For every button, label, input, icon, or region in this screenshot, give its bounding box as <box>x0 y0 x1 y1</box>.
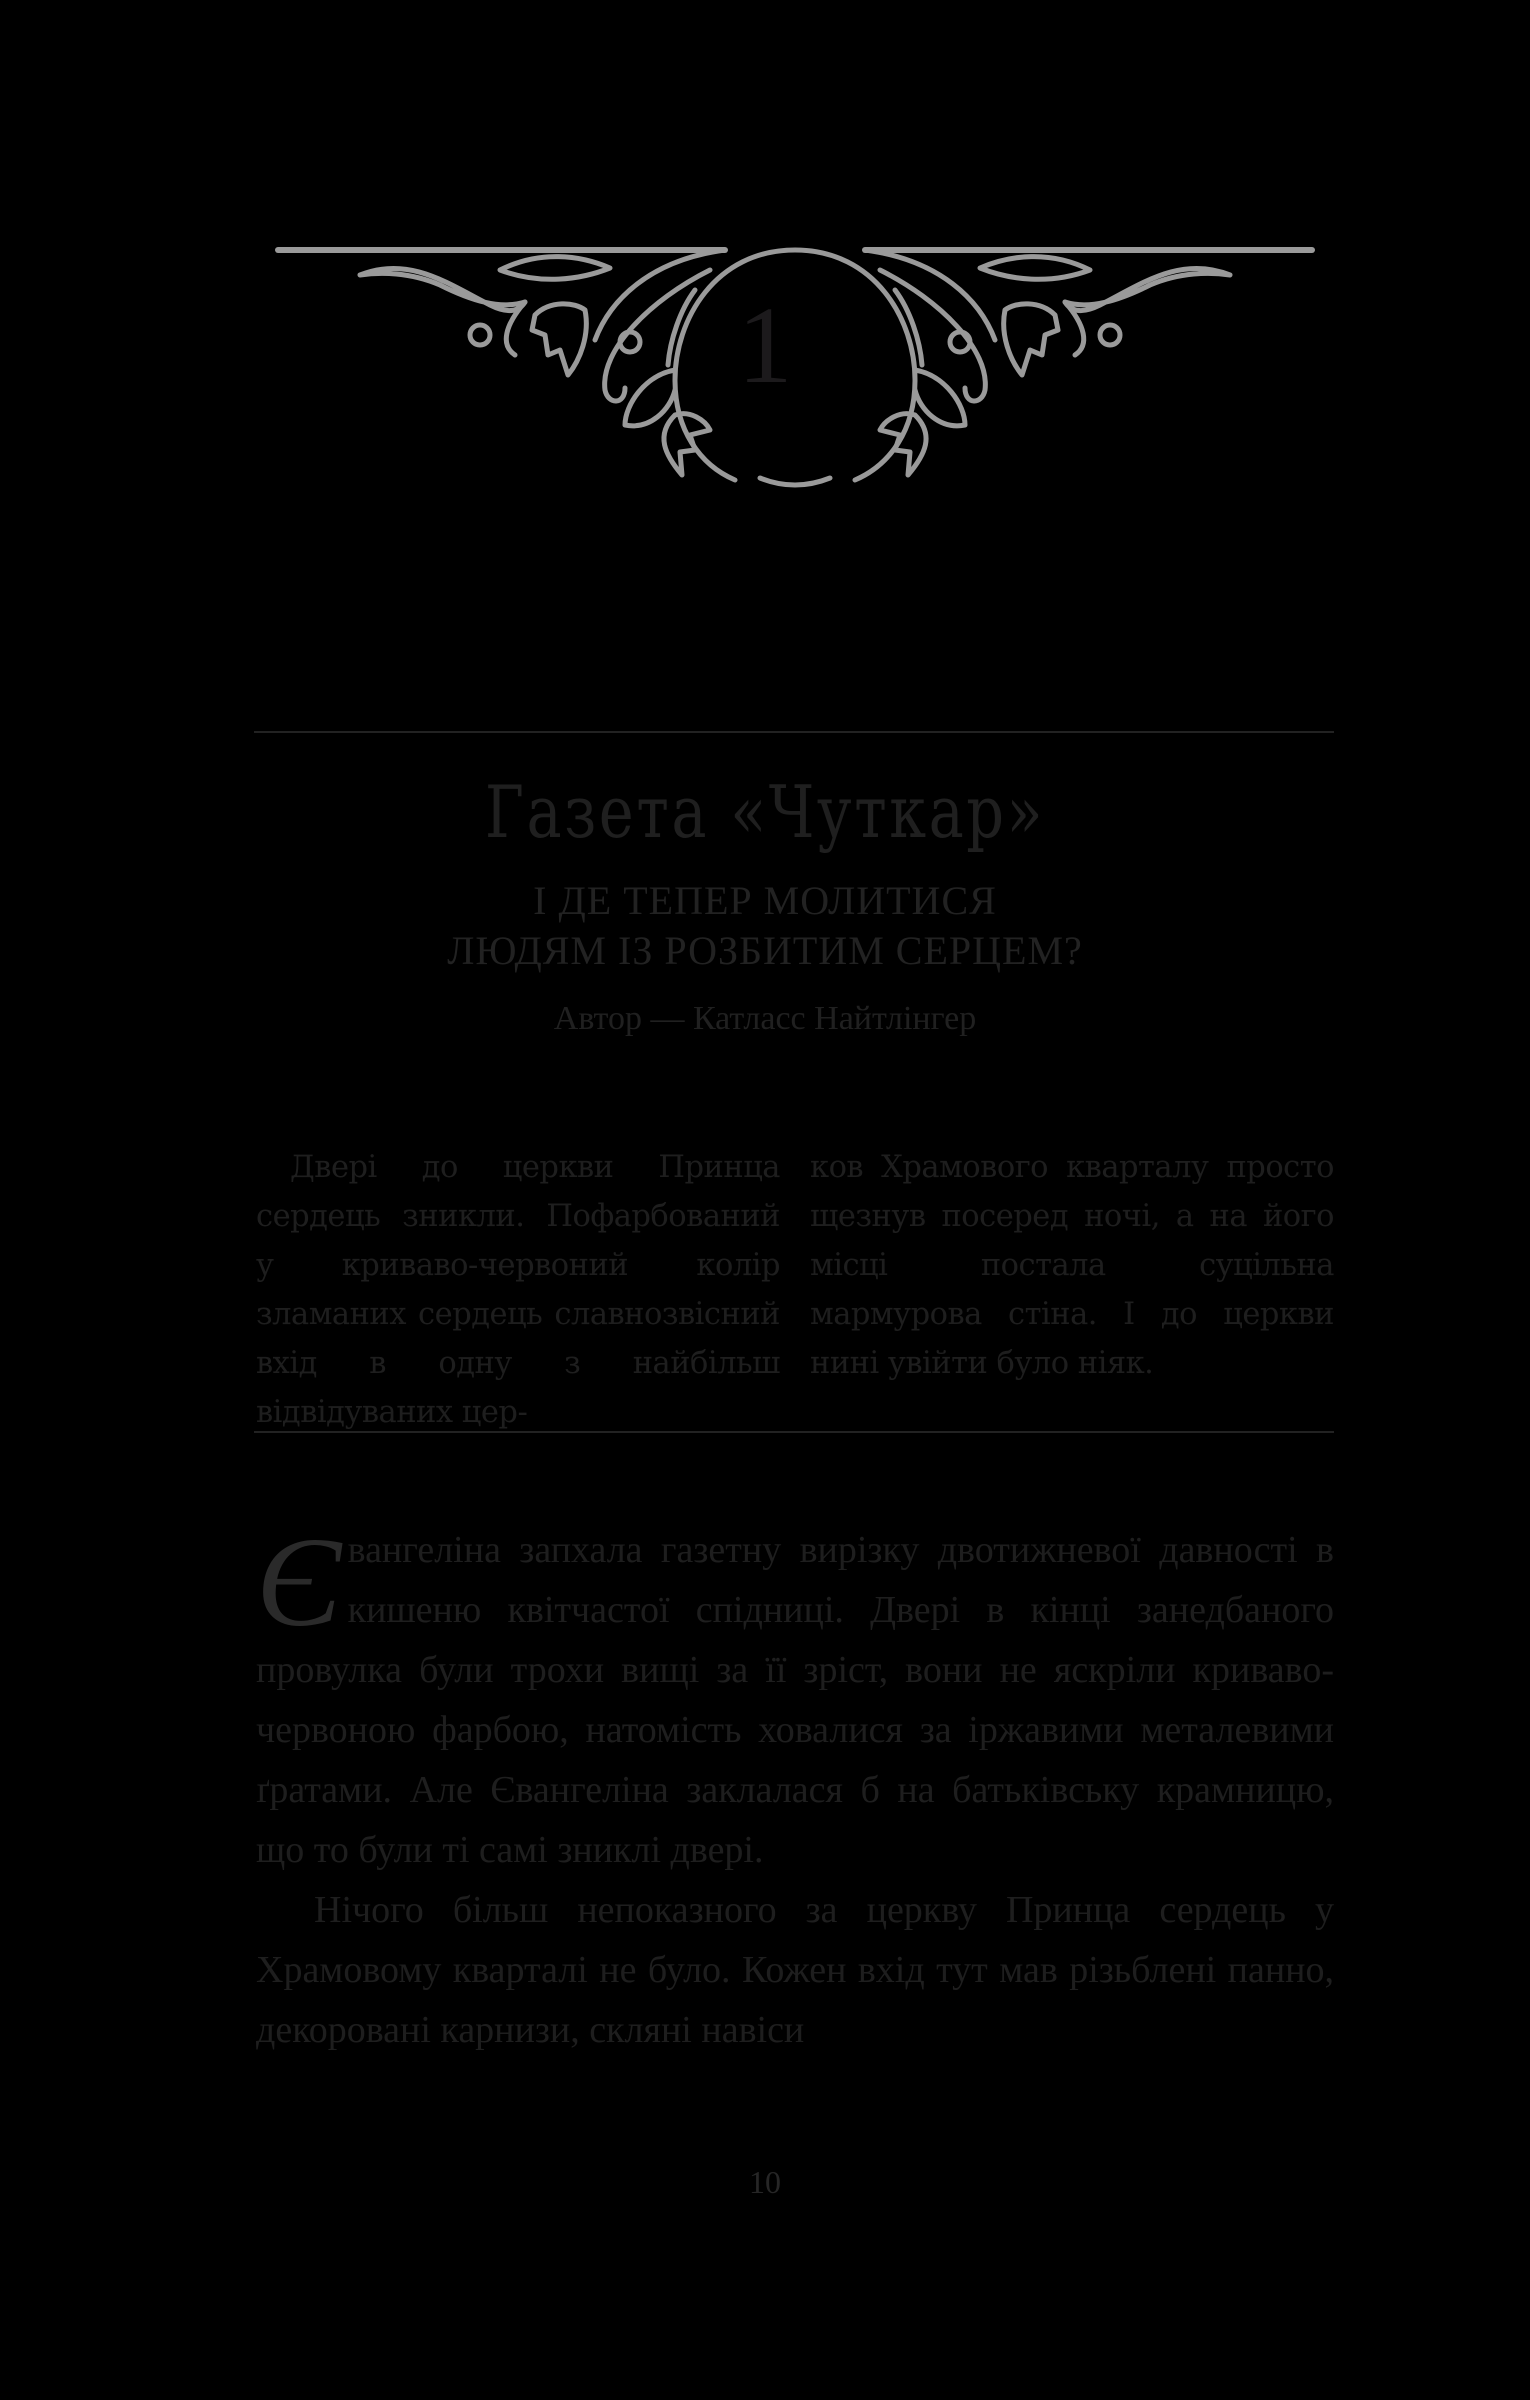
chapter-body <box>256 1511 1334 2060</box>
paragraph-1-text: вангеліна запхала газетну вирізку двотижневої давності в кишеню квітчастої спідниці. Двері в кінці занедбаного провулка були трохи вищі за її зріст, вони не яскріли криваво-червоною фарбою, натомість ховалися за іржавими металевими ґратами. Але Євангеліна заклалася б на батьківську крамницю, що то були ті самі зниклі двері. <box>256 1529 1334 1871</box>
bottom-divider <box>254 1431 1334 1433</box>
article-subtitle <box>0 876 1530 976</box>
chapter-number: 1 <box>737 284 793 406</box>
article-title: Газета «Чуткар» <box>484 770 1046 854</box>
drop-cap: Є <box>256 1511 342 1653</box>
subtitle-line-1: І ДЕ ТЕПЕР МОЛИТИСЯ <box>533 878 997 923</box>
top-divider <box>254 731 1334 733</box>
subtitle-line-2: ЛЮДЯМ ІЗ РОЗБИТИМ СЕРЦЕМ? <box>447 928 1083 973</box>
lead-column-left <box>256 1143 780 1437</box>
article-author: Автор — Катласс Найтлінгер <box>553 1000 977 1037</box>
lead-text-left: Двері до церкви Принца сердець зникли. Пофарбований у криваво-червоний колір зламаних сердець славнозвісний вхід в одну з найбільш відвідуваних цер- <box>256 1150 780 1430</box>
body-paragraph-1 <box>256 1511 1334 1880</box>
body-paragraph-2: Нічого більш непоказного за церкву Принца сердець у Храмовому кварталі не було. Кожен вхід тут мав різьблені панно, декоровані карнизи, скляні навіси <box>256 1889 1334 2051</box>
lead-text-right: ков Храмового кварталу просто щезнув посеред ночі, а на його місці постала суцільна мармурова стіна. І до церкви нині увійти було ніяк. <box>810 1150 1334 1381</box>
page-number: 10 <box>749 2164 781 2200</box>
lead-column-right <box>810 1143 1334 1388</box>
